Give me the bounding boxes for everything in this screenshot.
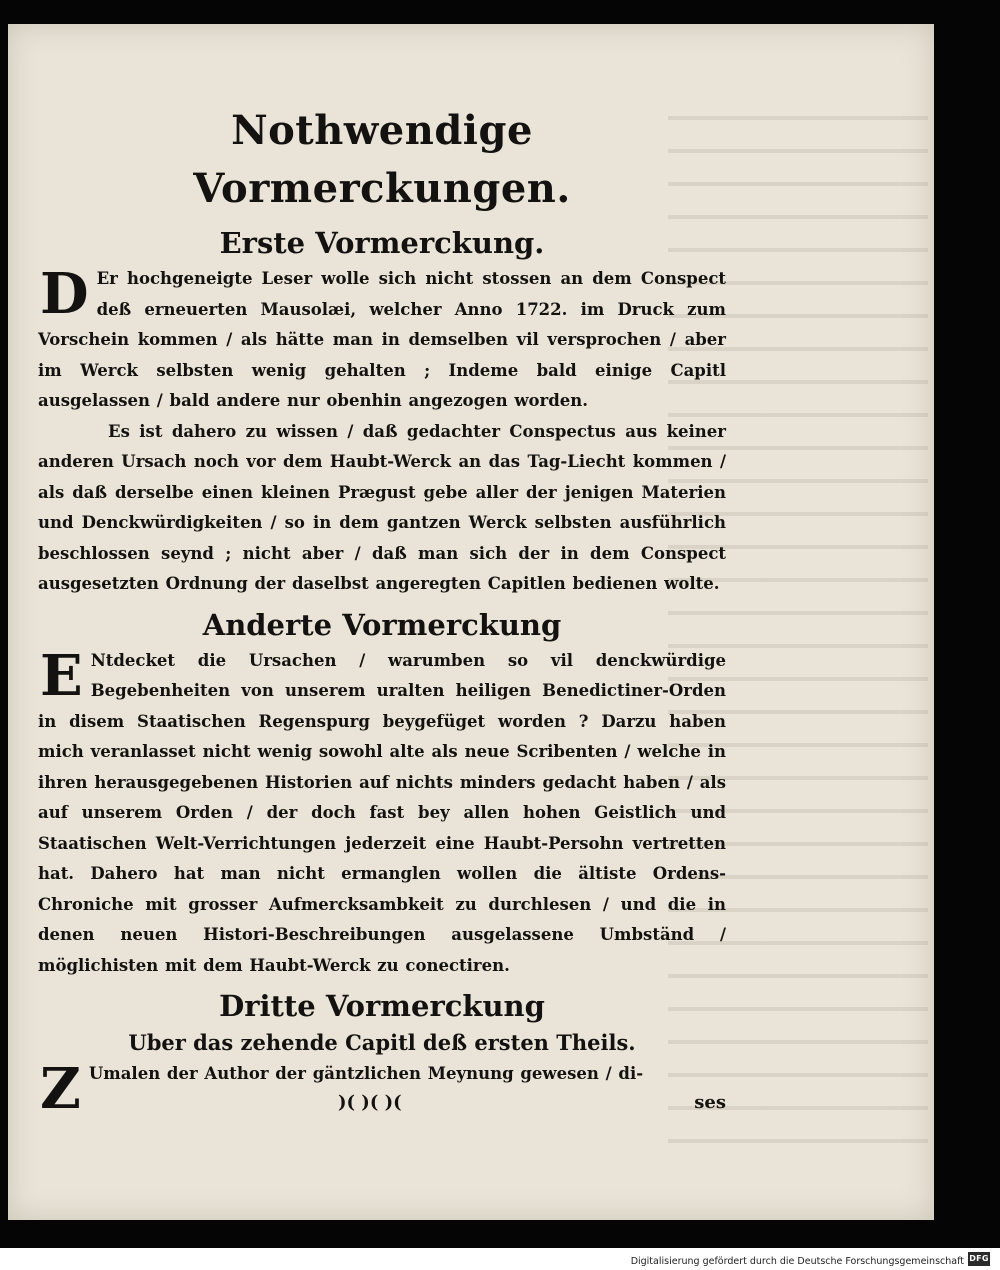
page-footer — [38, 1092, 726, 1126]
section-3-paragraph-1-text: Umalen der Author der gäntzlichen Meynung gewesen / di- — [88, 1064, 644, 1083]
drop-initial-3: Z — [40, 1056, 81, 1122]
section-2-paragraph-1 — [38, 642, 726, 982]
page-text — [38, 102, 726, 1126]
digitization-credit: Digitalisierung gefördert durch die Deutsche Forschungsgemeinschaft — [630, 1256, 964, 1267]
drop-initial-1: D — [40, 261, 89, 327]
ornament-signature: )( )( )( — [338, 1091, 402, 1113]
section-1-paragraph-1-text: Er hochgeneigte Leser wolle sich nicht stossen an dem Conspect deß erneuerten Mausolæi, welcher Anno 1722. im Druck zum Vorschein kommen / als hätte man in demselben vil versprochen / aber im Werck selbsten wenig gehalten ; Indeme bald einige Capitl ausgelassen / bald andere nur obenhin angezogen worden. — [38, 269, 726, 410]
section-heading-3: Dritte Vormerckung — [219, 989, 545, 1023]
section-3-subheading: Uber das zehende Capitl deß ersten Theils. — [128, 1030, 636, 1055]
section-heading-1: Erste Vormerckung. — [219, 226, 545, 260]
book-page — [8, 24, 934, 1220]
dfg-logo: DFG — [968, 1252, 990, 1266]
section-2-paragraph-1-text: Ntdecket die Ursachen / warumben so vil denckwürdige Begebenheiten von unserem uralten heiligen Benedictiner-Orden in disem Staatischen Regenspurg beygefüget worden ? Darzu haben mich veranlasset nicht wenig sowohl alte als neue Scribenten / welche in ihren herausgegebenen Historien auf nichts minders gedacht haben / als auf unserem Orden / der doch fast bey allen hohen Geistlich und Staatischen Welt-Verrichtungen jederzeit eine Haubt-Persohn vertretten hat. Dahero hat man nicht ermanglen wollen die ältiste Ordens-Chroniche mit grosser Aufmercksambkeit zu durchlesen / und die in denen neuen Histori-Beschreibungen ausgelassene Umbständ / möglichisten mit dem Haubt-Werck zu conectiren. — [38, 650, 726, 975]
section-1-paragraph-1 — [38, 261, 726, 417]
page-title: Nothwendige Vormerckungen. — [193, 107, 571, 212]
section-1-paragraph-2: Es ist dahero zu wissen / daß gedachter Conspectus aus keiner anderen Ursach noch vor dem Haubt-Werck an das Tag-Liecht kommen / als daß derselbe einen kleinen Prægust gebe aller der jenigen Materien und Denckwürdigkeiten / so in dem gantzen Werck selbsten ausführlich beschlossen seynd ; nicht aber / daß man sich der in dem Conspect ausgesetzten Ordnung der daselbst angeregten Capitlen bedienen wolte. — [38, 421, 726, 593]
section-heading-2: Anderte Vormerckung — [202, 607, 562, 642]
catchword: ses — [694, 1091, 726, 1113]
drop-initial-2: E — [40, 642, 83, 709]
